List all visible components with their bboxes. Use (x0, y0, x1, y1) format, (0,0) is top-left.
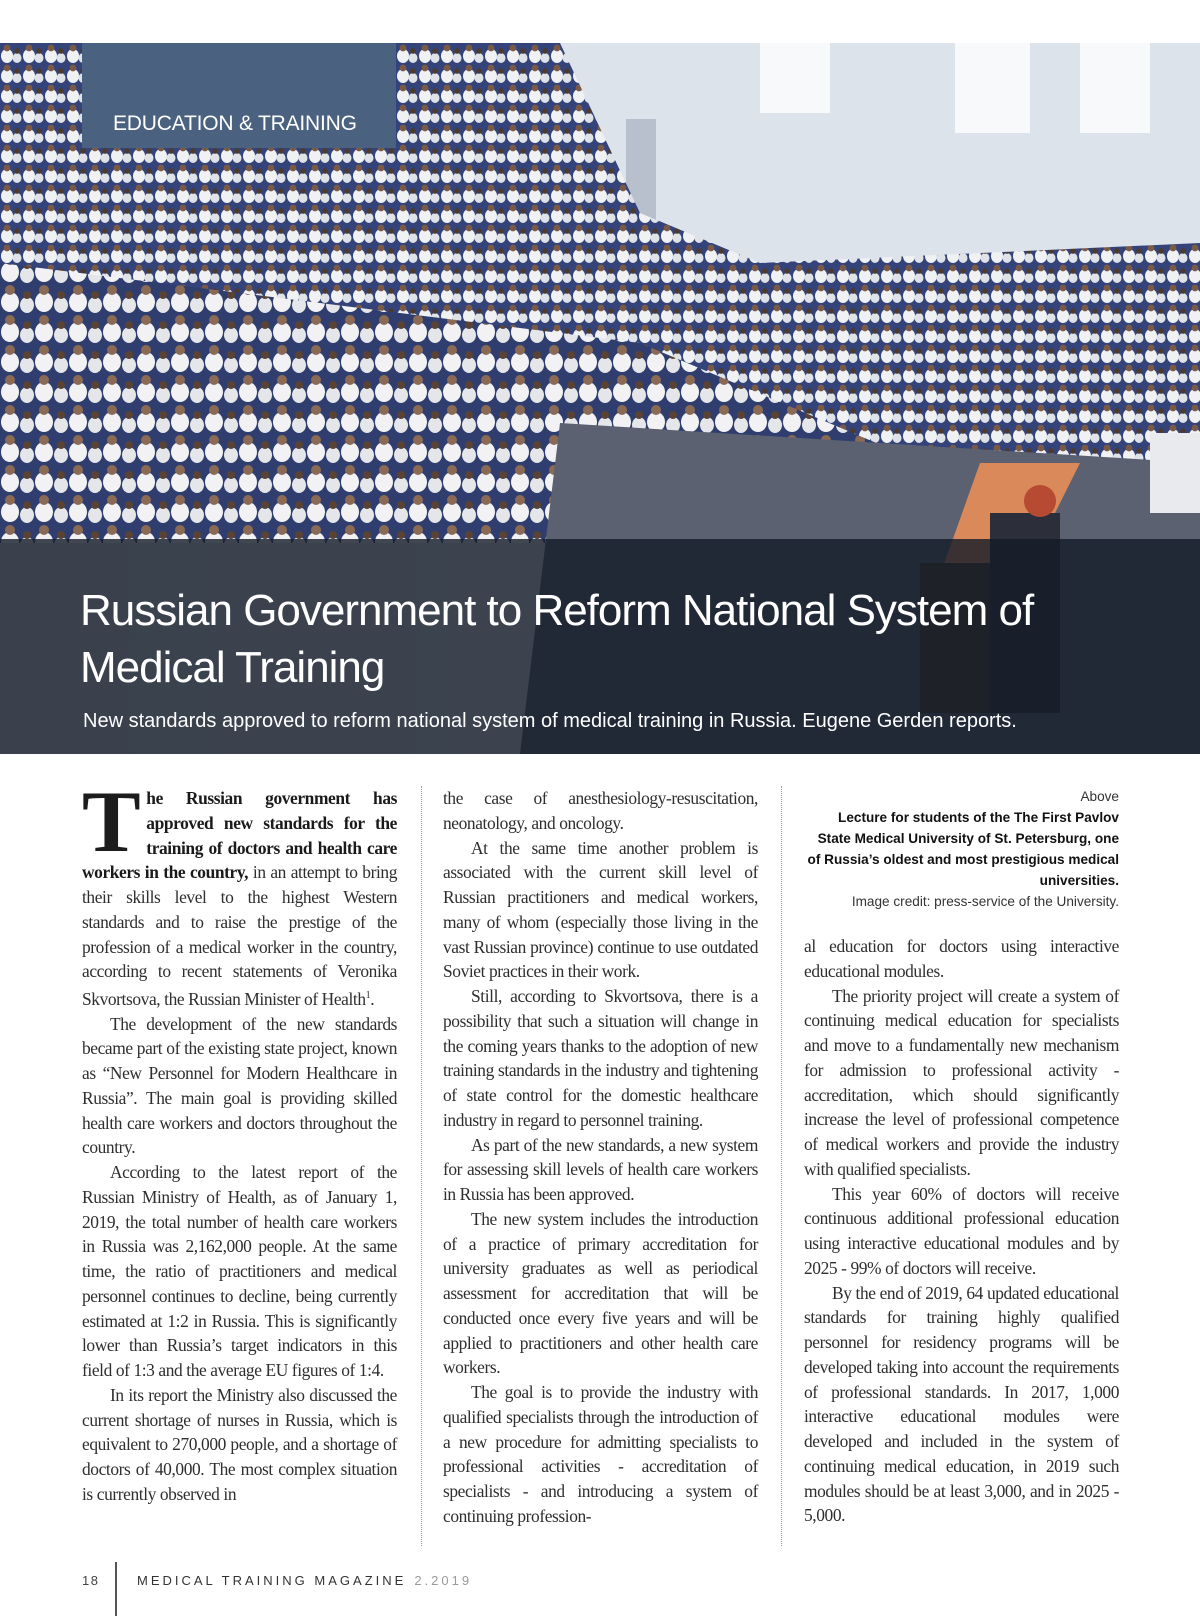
lead-text: he Russian government has approved new standards for the training of doctors and health care workers in the country, (82, 788, 397, 883)
sentence-end: . (370, 988, 375, 1009)
caption-title: Lecture for students of the The First Pavlov State Medical University of St. Petersburg, one of Russia’s oldest and most prestigious medical universities. (807, 810, 1119, 888)
issue-number: 2.2019 (414, 1573, 473, 1588)
lead-continuation: in an attempt to bring their skills level to the highest Western standards and to raise the prestige of the profession of a medical worker in the country, according to recent statements of Veronika Skvortsova, the Russian Minister of Health (82, 862, 398, 1009)
footer-divider (115, 1562, 117, 1616)
image-credit: Image credit: press-service of the University. (851, 894, 1119, 909)
article-paragraph (82, 774, 398, 1012)
article-paragraph: In its report the Ministry also discussed the current shortage of nurses in Russia, which is equivalent to 270,000 people, and a shortage of doctors of 40,000. The most complex situation is currently observed in (82, 1384, 397, 1504)
article-paragraph: By the end of 2019, 64 updated educational standards for training highly qualified personnel for residency programs will be developed taking into account the requirements of professional standards. In 2017, 1,000 interactive educational modules were developed and included in the system of continuing medical education, in 2019 such modules should be at least 3,000, and in 2025 - 5,000. (804, 1282, 1119, 1526)
column-divider (781, 786, 782, 1546)
section-tab (82, 43, 396, 148)
article-paragraph: The development of the new standards became part of the existing state project, known as “New Personnel for Modern Healthcare in Russia”. The main goal is providing skilled health care workers and doctors throughout the country. (82, 1013, 397, 1158)
article-paragraph: At the same time another problem is associated with the current skill level of Russian practitioners and medical workers, many of whom (especially those living in the vast Russian province) continue to use outdated Soviet practices in their work. (443, 837, 758, 982)
section-label: EDUCATION & TRAINING (113, 112, 357, 135)
magazine-footer (137, 1573, 472, 1588)
article-headline: Russian Government to Reform National System of Medical Training (80, 586, 1034, 692)
article-paragraph: the case of anesthesiology-resuscitation, neonatology, and oncology. (443, 788, 758, 833)
article-paragraph: The goal is to provide the industry with qualified specialists through the introduction of a new procedure for admitting specialists to professional activities - accreditation of specialists - and introducing a system of continuing profession- (443, 1382, 758, 1526)
article-paragraph: As part of the new standards, a new system for assessing skill levels of health care workers in Russia has been approved. (443, 1134, 758, 1204)
article-paragraph: The new system includes the introduction of a practice of primary accreditation for university graduates as well as periodical assessment for accreditation that will be conducted once every five years and will be applied to practitioners and other health care workers. (443, 1208, 758, 1378)
article-paragraph: This year 60% of doctors will receive continuous additional professional education using interactive educational modules and by 2025 - 99% of doctors will receive. (804, 1183, 1119, 1278)
article-paragraph: Still, according to Skvortsova, there is a possibility that such a situation will change in the coming years thanks to the adoption of new training standards in the industry and tightening of state control for the domestic healthcare industry in regard to personnel training. (443, 986, 758, 1130)
article-column-1 (82, 774, 398, 1507)
magazine-name: MEDICAL TRAINING MAGAZINE (137, 1573, 407, 1588)
standfirst-text: New standards approved to reform national system of medical training in Russia. (83, 710, 797, 732)
article-paragraph: According to the latest report of the Russian Ministry of Health, as of January 1, 2019, the total number of health care workers in Russia was 2,162,000 people. At the same time, the ratio of practitioners and medical personnel continues to decline, being currently estimated at 1:2 in Russia. This is significantly lower than Russia’s target indicators in this field of 1:3 and the average EU figures of 1:4. (82, 1162, 397, 1381)
drop-cap: T (82, 774, 141, 871)
article-column-3 (804, 934, 1119, 1528)
caption-label: Above (1080, 789, 1119, 804)
author-name: Eugene Gerden (802, 710, 944, 732)
article-paragraph: al education for doctors using interactive educational modules. (804, 936, 1119, 981)
photo-caption (804, 786, 1119, 912)
footnote-marker: 1 (365, 990, 371, 1001)
standfirst (83, 707, 1183, 735)
standfirst-suffix: reports. (949, 710, 1017, 732)
article-paragraph: The priority project will create a system of continuing medical education for specialists and move to a fundamentally new mechanism for admission to professional activity - accreditation, which should significantly increase the level of professional competence of medical workers and provide the industry with qualified specialists. (804, 985, 1119, 1179)
column-divider (421, 786, 422, 1546)
article-column-2 (443, 786, 758, 1529)
page-number: 18 (82, 1573, 100, 1588)
